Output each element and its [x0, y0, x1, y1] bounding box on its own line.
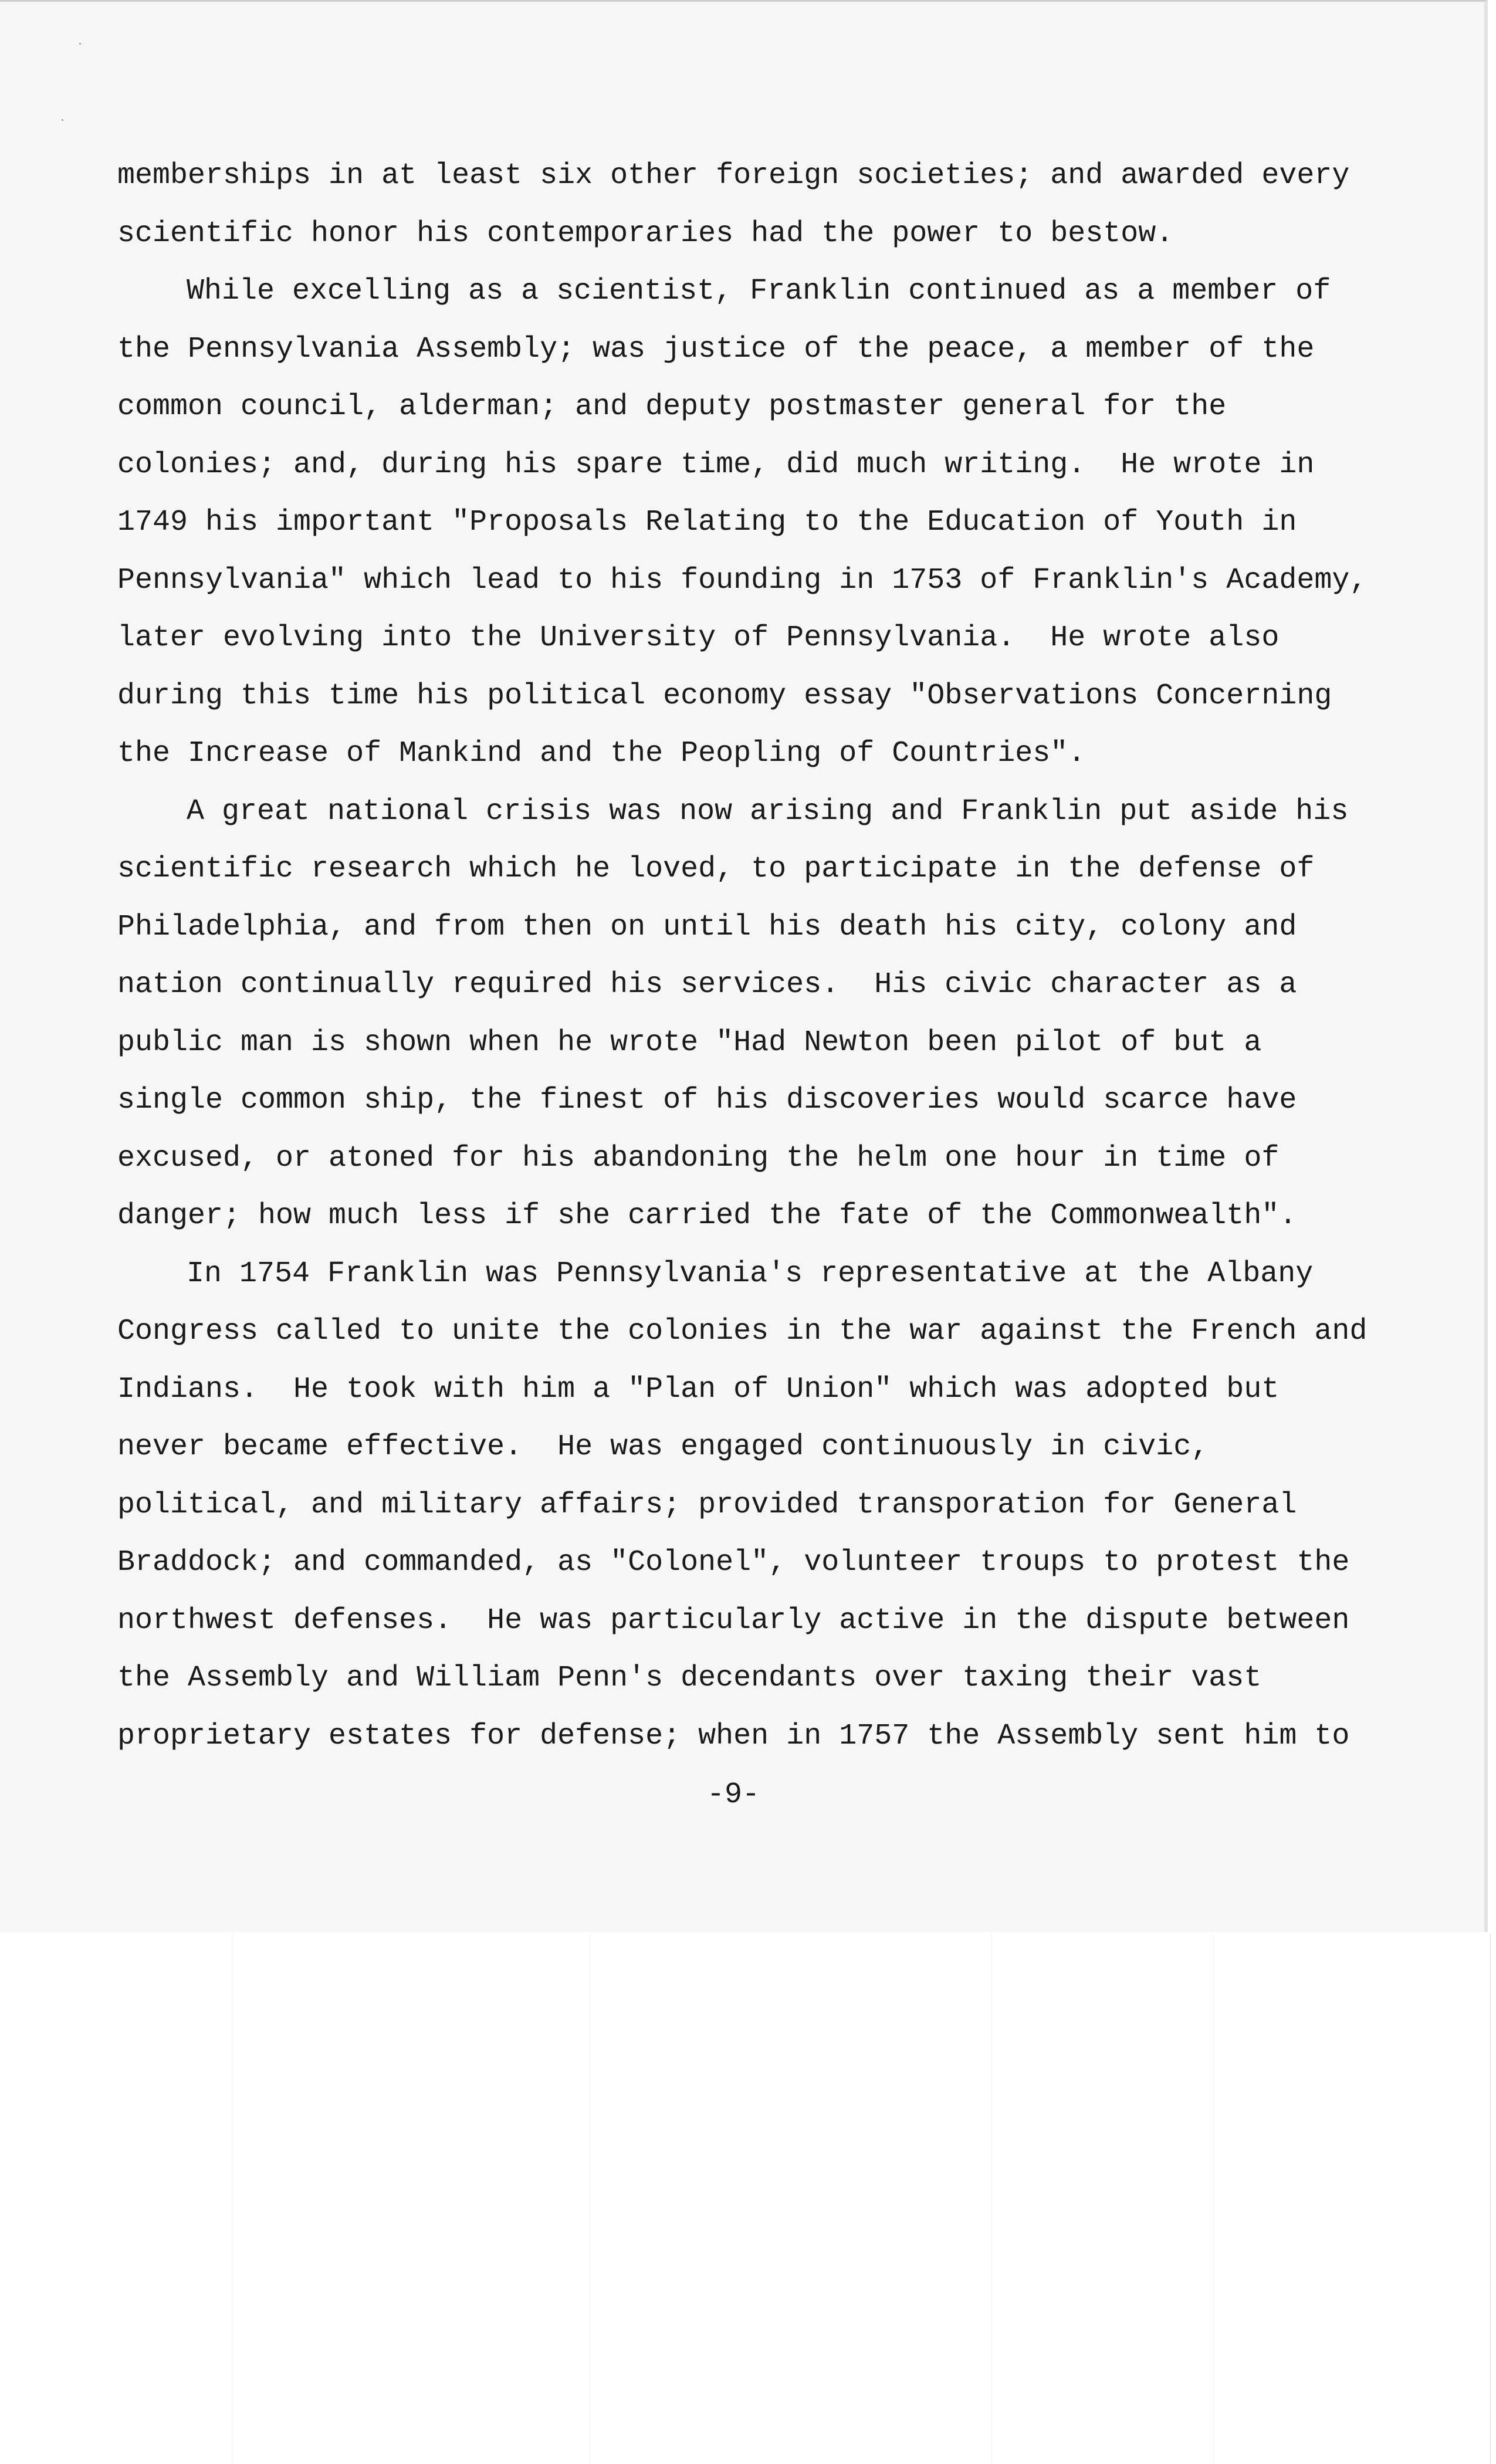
scan-speck	[79, 43, 81, 45]
text-line: A great national crisis was now arising and Franklin put aside his	[187, 794, 1349, 828]
scan-speck	[62, 119, 63, 121]
text-line: danger; how much less if she carried the fate of the Commonwealth".	[117, 1199, 1297, 1233]
text-line: during this time his political economy essay "Observations Concerning	[117, 679, 1332, 713]
paragraph	[117, 783, 1408, 1245]
text-line: common council, alderman; and deputy postmaster general for the	[117, 390, 1227, 424]
text-line: excused, or atoned for his abandoning the helm one hour in time of	[117, 1141, 1280, 1175]
page-number: -9-	[706, 1778, 760, 1812]
text-line: Indians. He took with him a "Plan of Union" which was adopted but	[117, 1372, 1280, 1406]
text-line: 1749 his important "Proposals Relating to the Education of Youth in	[117, 506, 1297, 539]
faint-vertical-line	[991, 1934, 992, 2464]
text-line: Philadelphia, and from then on until his death his city, colony and	[117, 910, 1297, 944]
text-line: public man is shown when he wrote "Had Newton been pilot of but a	[117, 1025, 1262, 1060]
text-line: the Increase of Mankind and the Peopling of Countries".	[117, 737, 1086, 770]
text-line: the Assembly and William Penn's decendants over taxing their vast	[117, 1661, 1262, 1695]
text-line: colonies; and, during his spare time, did much writing. He wrote in	[117, 448, 1315, 482]
text-line: proprietary estates for defense; when in 1757 the Assembly sent him to	[117, 1719, 1350, 1753]
text-line: scientific honor his contemporaries had the power to bestow.	[117, 216, 1174, 251]
text-line: single common ship, the finest of his discoveries would scarce have	[117, 1084, 1297, 1117]
faint-vertical-line	[1213, 1934, 1214, 2464]
body-text	[117, 147, 1408, 1765]
paragraph	[117, 263, 1408, 783]
blank-area-below-page	[0, 1934, 1496, 2464]
text-line: scientific research which he loved, to participate in the defense of	[117, 852, 1315, 886]
text-line: political, and military affairs; provided transporation for General	[117, 1488, 1297, 1522]
text-line: the Pennsylvania Assembly; was justice of the peace, a member of the	[117, 332, 1315, 366]
text-line: Pennsylvania" which lead to his founding in 1753 of Franklin's Academy,	[117, 563, 1368, 597]
text-line: Braddock; and commanded, as "Colonel", volunteer troups to protest the	[117, 1546, 1350, 1579]
text-line: While excelling as a scientist, Franklin continued as a member of	[187, 275, 1331, 308]
page-edge-line	[1490, 1934, 1491, 2464]
text-line: In 1754 Franklin was Pennsylvania's representative at the Albany	[187, 1257, 1314, 1291]
text-line: northwest defenses. He was particularly active in the dispute between	[117, 1603, 1350, 1637]
text-line: nation continually required his services. His civic character as a	[117, 968, 1297, 1001]
text-line: memberships in at least six other foreign societies; and awarded every	[117, 159, 1350, 192]
text-line: never became effective. He was engaged continuously in civic,	[117, 1430, 1209, 1464]
paragraph	[117, 147, 1408, 263]
paragraph	[117, 1245, 1408, 1766]
text-line: Congress called to unite the colonies in the war against the French and	[117, 1315, 1368, 1348]
text-line: later evolving into the University of Pennsylvania. He wrote also	[117, 621, 1280, 655]
